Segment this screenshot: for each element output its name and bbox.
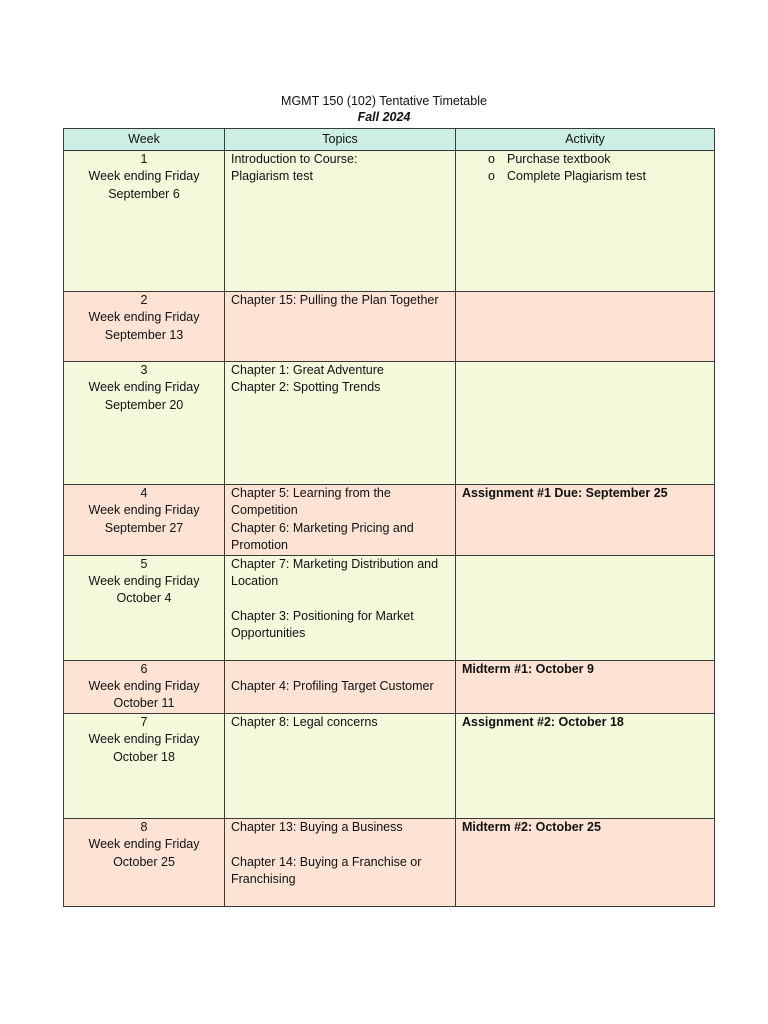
- activity-cell: [456, 362, 715, 485]
- circle-bullet-icon: o: [488, 152, 495, 166]
- week-cell: [64, 555, 225, 660]
- week-cell: [64, 818, 225, 906]
- header-week: Week: [64, 129, 225, 151]
- week-date: September 20: [104, 397, 184, 412]
- table-row: [64, 818, 715, 906]
- week-cell: [64, 660, 225, 713]
- topic-line: Chapter 7: Marketing Distribution and: [231, 556, 439, 571]
- week-number: 1: [140, 152, 148, 166]
- week-number: 6: [140, 661, 148, 676]
- activity-cell: Assignment #1 Due: September 25: [456, 485, 715, 556]
- week-ending-label: Week ending Friday: [88, 679, 200, 694]
- table-row: [64, 292, 715, 362]
- topic-line: Franchising: [231, 872, 296, 887]
- week-ending-label: Week ending Friday: [88, 380, 200, 395]
- topic-line: Chapter 8: Legal concerns: [231, 714, 378, 729]
- topic-line: Promotion: [231, 538, 288, 553]
- week-ending-label: Week ending Friday: [88, 169, 200, 184]
- week-cell: [64, 362, 225, 485]
- week-date: October 4: [116, 591, 172, 606]
- topics-cell: [225, 151, 456, 292]
- topics-cell: [225, 555, 456, 660]
- table-row: [64, 660, 715, 713]
- topic-line: Chapter 14: Buying a Franchise or: [231, 854, 422, 869]
- week-number: 4: [140, 486, 148, 500]
- topic-line: Chapter 5: Learning from the: [231, 486, 391, 500]
- activity-text: Purchase textbook: [507, 152, 611, 166]
- activity-cell: Assignment #2: October 18: [456, 713, 715, 818]
- header-activity: Activity: [456, 129, 715, 151]
- table-row: [64, 151, 715, 292]
- activity-cell: Midterm #1: October 9: [456, 660, 715, 713]
- topic-line: Plagiarism test: [231, 169, 313, 184]
- topics-cell: [225, 362, 456, 485]
- list-item: [462, 151, 708, 168]
- topic-line: Location: [231, 574, 279, 589]
- list-item: [462, 168, 708, 185]
- topic-spacer: [231, 836, 449, 853]
- topic-line: Chapter 13: Buying a Business: [231, 819, 403, 834]
- topics-cell: [225, 713, 456, 818]
- topic-line: Chapter 6: Marketing Pricing and: [231, 520, 414, 535]
- week-number: 5: [140, 556, 148, 571]
- table-row: [64, 362, 715, 485]
- document-title: MGMT 150 (102) Tentative Timetable: [281, 94, 487, 108]
- header-topics: Topics: [225, 129, 456, 151]
- week-ending-label: Week ending Friday: [88, 837, 200, 852]
- week-date: September 27: [104, 520, 184, 535]
- topic-spacer: [231, 661, 449, 678]
- table-row: [64, 555, 715, 660]
- week-date: September 6: [108, 186, 180, 201]
- activity-text: Complete Plagiarism test: [507, 169, 646, 184]
- topic-line: Chapter 15: Pulling the Plan Together: [231, 293, 439, 307]
- topic-line: Opportunities: [231, 626, 306, 641]
- topic-line: Introduction to Course:: [231, 152, 358, 166]
- topics-cell: [225, 485, 456, 556]
- topic-line: Chapter 1: Great Adventure: [231, 363, 384, 377]
- document-subtitle: Fall 2024: [357, 110, 411, 124]
- week-number: 8: [140, 819, 148, 834]
- topics-cell: [225, 660, 456, 713]
- topic-spacer: [231, 590, 449, 607]
- week-number: 2: [140, 293, 148, 307]
- header-row: [64, 129, 715, 151]
- week-ending-label: Week ending Friday: [88, 732, 200, 747]
- week-cell: [64, 713, 225, 818]
- activity-cell: Midterm #2: October 25: [456, 818, 715, 906]
- table-row: [64, 485, 715, 556]
- circle-bullet-icon: o: [488, 169, 495, 184]
- activity-list: [462, 151, 708, 186]
- week-date: September 13: [104, 327, 184, 342]
- week-cell: [64, 151, 225, 292]
- topic-line: Chapter 2: Spotting Trends: [231, 380, 381, 395]
- timetable: [63, 128, 715, 907]
- week-date: October 25: [113, 854, 175, 869]
- week-date: October 11: [113, 696, 175, 711]
- topic-line: Chapter 4: Profiling Target Customer: [231, 679, 434, 694]
- week-date: October 18: [113, 749, 175, 764]
- week-ending-label: Week ending Friday: [88, 503, 200, 518]
- table-row: [64, 713, 715, 818]
- week-number: 7: [140, 714, 148, 729]
- topic-line: Competition: [231, 503, 298, 518]
- week-cell: [64, 292, 225, 362]
- topics-cell: [225, 292, 456, 362]
- activity-cell: [456, 151, 715, 292]
- topic-line: Chapter 3: Positioning for Market: [231, 608, 414, 623]
- week-cell: [64, 485, 225, 556]
- activity-cell: [456, 555, 715, 660]
- week-ending-label: Week ending Friday: [88, 310, 200, 325]
- week-ending-label: Week ending Friday: [88, 574, 200, 589]
- topics-cell: [225, 818, 456, 906]
- week-number: 3: [140, 363, 148, 377]
- activity-cell: [456, 292, 715, 362]
